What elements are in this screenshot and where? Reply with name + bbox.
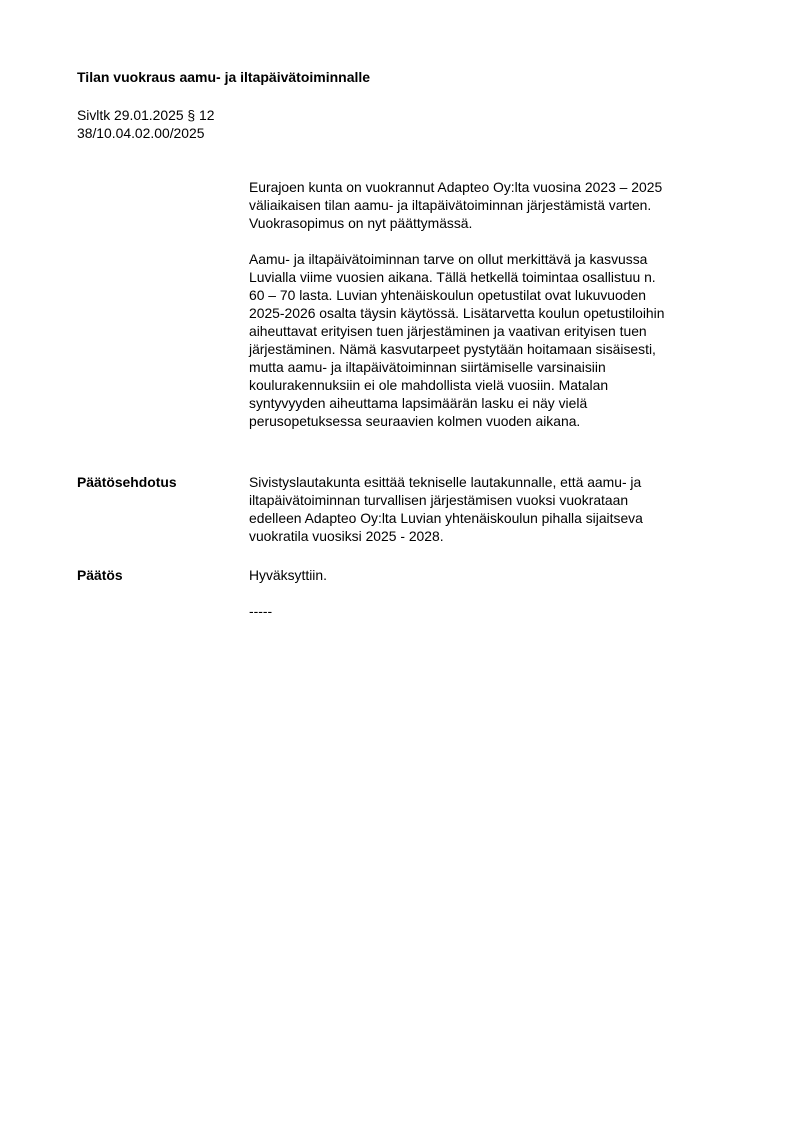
- text-line: 2025-2026 osalta täysin käytössä. Lisätarvetta koulun opetustiloihin: [249, 305, 665, 321]
- text-line: Sivistyslautakunta esittää tekniselle lautakunnalle, että aamu- ja: [249, 474, 642, 490]
- text-line: Aamu- ja iltapäivätoiminnan tarve on ollut merkittävä ja kasvussa: [249, 251, 648, 267]
- text-line: aiheuttavat erityisen tuen järjestäminen ja vaativan erityisen tuen: [249, 323, 647, 339]
- text-line: Eurajoen kunta on vuokrannut Adapteo Oy:lta vuosina 2023 – 2025: [249, 179, 663, 195]
- proposal-content: [249, 473, 729, 563]
- record-number: 38/10.04.02.00/2025: [77, 125, 205, 141]
- text-line: järjestäminen. Nämä kasvutarpeet pystytään hoitamaan sisäisesti,: [249, 341, 656, 357]
- text-line: perusopetuksessa seuraavien kolmen vuoden aikana.: [249, 413, 581, 429]
- text-line: mutta aamu- ja iltapäivätoiminnan siirtämiselle varsinaisiin: [249, 359, 606, 375]
- text-line: koulurakennuksiin ei ole mahdollista vielä vuosiin. Matalan: [249, 377, 609, 393]
- proposal-label: Päätösehdotus: [77, 474, 177, 490]
- text-line: syntyvyyden aiheuttama lapsimäärän lasku ei näy vielä: [249, 395, 588, 411]
- proposal-paragraph: [249, 473, 729, 545]
- decision-label: Päätös: [77, 567, 123, 583]
- meeting-reference: Sivltk 29.01.2025 § 12: [77, 107, 215, 123]
- background-paragraph-1: [249, 178, 729, 232]
- text-line: vuokratila vuosiksi 2025 - 2028.: [249, 528, 444, 544]
- text-line: iltapäivätoiminnan turvallisen järjestämisen vuoksi vuokrataan: [249, 492, 629, 508]
- text-line: Luvialla viime vuosien aikana. Tällä hetkellä toimintaa osallistuu n.: [249, 269, 656, 285]
- background-content: [249, 178, 729, 448]
- end-mark: -----: [249, 603, 273, 619]
- reference-block: [77, 106, 214, 142]
- decision-content: [249, 566, 729, 638]
- text-line: väliaikaisen tilan aamu- ja iltapäivätoiminnan järjestämistä varten.: [249, 197, 652, 213]
- text-line: 60 – 70 lasta. Luvian yhtenäiskoulun opetustilat ovat lukuvuoden: [249, 287, 646, 303]
- document-title: Tilan vuokraus aamu- ja iltapäivätoiminnalle: [77, 69, 371, 85]
- background-paragraph-2: [249, 250, 729, 430]
- text-line: edelleen Adapteo Oy:lta Luvian yhtenäiskoulun pihalla sijaitseva: [249, 510, 643, 526]
- text-line: Vuokrasopimus on nyt päättymässä.: [249, 215, 473, 231]
- decision-text: Hyväksyttiin.: [249, 567, 327, 583]
